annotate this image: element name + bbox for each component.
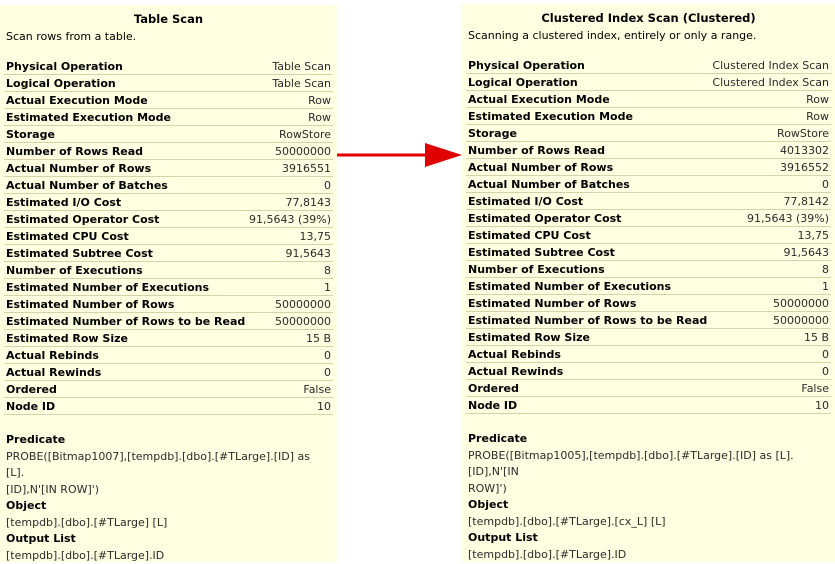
property-name: Actual Execution Mode <box>6 93 148 108</box>
table-scan-tooltip <box>0 5 337 562</box>
property-row <box>466 74 831 91</box>
property-value: Row <box>806 109 829 124</box>
property-name: Actual Rewinds <box>468 364 563 379</box>
predicate-label: Predicate <box>468 431 827 448</box>
property-row <box>4 245 333 262</box>
property-value: 0 <box>324 348 331 363</box>
property-value: 0 <box>324 365 331 380</box>
predicate-line-2: [ID],N'[IN ROW]') <box>6 482 329 499</box>
property-row <box>466 312 831 329</box>
property-row <box>4 279 333 296</box>
property-name: Estimated Operator Cost <box>468 211 621 226</box>
property-value: Row <box>308 93 331 108</box>
property-name: Estimated CPU Cost <box>468 228 591 243</box>
property-value: 1 <box>822 279 829 294</box>
predicate-line-1: PROBE([Bitmap1005],[tempdb].[dbo].[#TLarge].[ID] as [L].[ID],N'[IN <box>468 448 827 481</box>
property-row <box>4 211 333 228</box>
property-row <box>466 261 831 278</box>
property-name: Storage <box>468 126 517 141</box>
property-name: Actual Number of Batches <box>468 177 630 192</box>
property-value: Clustered Index Scan <box>712 75 829 90</box>
property-name: Estimated I/O Cost <box>6 195 121 210</box>
tooltip-description: Scanning a clustered index, entirely or only a range. <box>462 29 835 42</box>
property-value: 77,8143 <box>286 195 332 210</box>
property-name: Estimated Number of Rows <box>468 296 636 311</box>
property-row <box>4 398 333 415</box>
property-name: Estimated Row Size <box>6 331 128 346</box>
property-name: Node ID <box>468 398 517 413</box>
property-value: 10 <box>317 399 331 414</box>
property-row <box>4 143 333 160</box>
property-value: Clustered Index Scan <box>712 58 829 73</box>
tooltip-title: Clustered Index Scan (Clustered) <box>462 12 835 25</box>
property-row <box>4 262 333 279</box>
property-name: Actual Number of Rows <box>6 161 151 176</box>
property-name: Actual Rebinds <box>468 347 561 362</box>
property-row <box>466 91 831 108</box>
property-name: Number of Executions <box>468 262 605 277</box>
property-name: Estimated Subtree Cost <box>468 245 615 260</box>
property-row <box>466 210 831 227</box>
property-row <box>4 364 333 381</box>
property-row <box>466 397 831 414</box>
property-value: 50000000 <box>275 314 331 329</box>
property-name: Estimated Number of Rows to be Read <box>6 314 245 329</box>
object-label: Object <box>6 498 329 515</box>
property-name: Estimated Operator Cost <box>6 212 159 227</box>
property-value: 91,5643 (39%) <box>249 212 331 227</box>
property-row <box>466 363 831 380</box>
property-row <box>4 160 333 177</box>
property-name: Estimated I/O Cost <box>468 194 583 209</box>
property-row <box>4 109 333 126</box>
property-row <box>466 108 831 125</box>
property-value: 0 <box>324 178 331 193</box>
tooltip-description: Scan rows from a table. <box>0 30 337 43</box>
property-row <box>466 329 831 346</box>
property-value: 91,5643 (39%) <box>747 211 829 226</box>
property-row <box>4 58 333 75</box>
property-row <box>4 194 333 211</box>
property-name: Estimated Subtree Cost <box>6 246 153 261</box>
property-row <box>466 159 831 176</box>
property-name: Ordered <box>468 381 519 396</box>
property-value: Table Scan <box>272 59 331 74</box>
property-name: Actual Execution Mode <box>468 92 610 107</box>
property-row <box>4 92 333 109</box>
object-value: [tempdb].[dbo].[#TLarge].[cx_L] [L] <box>468 514 827 531</box>
property-name: Storage <box>6 127 55 142</box>
property-value: Row <box>308 110 331 125</box>
property-value: 50000000 <box>773 313 829 328</box>
property-value: 3916551 <box>282 161 331 176</box>
property-row <box>466 193 831 210</box>
property-name: Logical Operation <box>468 75 578 90</box>
output-list-value: [tempdb].[dbo].[#TLarge].ID <box>468 547 827 564</box>
property-row <box>466 295 831 312</box>
property-value: 13,75 <box>798 228 830 243</box>
property-name: Estimated Number of Executions <box>6 280 209 295</box>
property-name: Physical Operation <box>6 59 123 74</box>
tooltip-title: Table Scan <box>0 13 337 26</box>
property-row <box>466 346 831 363</box>
property-row <box>4 381 333 398</box>
property-value: 50000000 <box>275 144 331 159</box>
property-name: Number of Rows Read <box>468 143 605 158</box>
property-name: Actual Rebinds <box>6 348 99 363</box>
property-row <box>4 313 333 330</box>
property-value: False <box>303 382 331 397</box>
property-row <box>466 57 831 74</box>
property-name: Logical Operation <box>6 76 116 91</box>
property-value: 91,5643 <box>286 246 332 261</box>
output-list-value: [tempdb].[dbo].[#TLarge].ID <box>6 548 329 564</box>
property-value: 0 <box>822 347 829 362</box>
property-list <box>4 58 333 415</box>
property-name: Number of Executions <box>6 263 143 278</box>
predicate-line-2: ROW]') <box>468 481 827 498</box>
property-row <box>4 330 333 347</box>
property-value: RowStore <box>279 127 331 142</box>
property-name: Estimated Number of Rows <box>6 297 174 312</box>
property-row <box>4 126 333 143</box>
property-value: 50000000 <box>773 296 829 311</box>
details-section <box>462 431 835 563</box>
property-list <box>466 57 831 414</box>
property-value: 1 <box>324 280 331 295</box>
property-row <box>466 380 831 397</box>
property-row <box>466 244 831 261</box>
property-row <box>4 228 333 245</box>
property-name: Estimated CPU Cost <box>6 229 129 244</box>
property-name: Ordered <box>6 382 57 397</box>
property-value: 0 <box>822 177 829 192</box>
property-value: RowStore <box>777 126 829 141</box>
property-name: Number of Rows Read <box>6 144 143 159</box>
property-value: 15 B <box>306 331 331 346</box>
property-value: 8 <box>822 262 829 277</box>
property-name: Actual Rewinds <box>6 365 101 380</box>
property-value: 10 <box>815 398 829 413</box>
property-row <box>4 296 333 313</box>
property-row <box>4 347 333 364</box>
predicate-label: Predicate <box>6 432 329 449</box>
property-name: Estimated Row Size <box>468 330 590 345</box>
property-row <box>466 125 831 142</box>
property-value: Table Scan <box>272 76 331 91</box>
property-name: Node ID <box>6 399 55 414</box>
property-row <box>4 177 333 194</box>
property-value: 0 <box>822 364 829 379</box>
property-value: 15 B <box>804 330 829 345</box>
object-label: Object <box>468 497 827 514</box>
property-value: 77,8142 <box>784 194 830 209</box>
clustered-index-scan-tooltip <box>462 4 835 562</box>
property-value: False <box>801 381 829 396</box>
predicate-line-1: PROBE([Bitmap1007],[tempdb].[dbo].[#TLarge].[ID] as [L]. <box>6 449 329 482</box>
property-row <box>466 278 831 295</box>
property-value: 91,5643 <box>784 245 830 260</box>
property-row <box>4 75 333 92</box>
property-name: Actual Number of Batches <box>6 178 168 193</box>
property-value: 4013302 <box>780 143 829 158</box>
output-list-label: Output List <box>6 531 329 548</box>
property-row <box>466 142 831 159</box>
details-section <box>0 432 337 564</box>
property-value: 50000000 <box>275 297 331 312</box>
property-value: 3916552 <box>780 160 829 175</box>
property-name: Estimated Number of Rows to be Read <box>468 313 707 328</box>
property-name: Estimated Execution Mode <box>468 109 633 124</box>
property-value: 8 <box>324 263 331 278</box>
object-value: [tempdb].[dbo].[#TLarge] [L] <box>6 515 329 532</box>
property-name: Estimated Number of Executions <box>468 279 671 294</box>
property-name: Physical Operation <box>468 58 585 73</box>
property-value: 13,75 <box>300 229 332 244</box>
property-name: Actual Number of Rows <box>468 160 613 175</box>
property-row <box>466 176 831 193</box>
output-list-label: Output List <box>468 530 827 547</box>
property-name: Estimated Execution Mode <box>6 110 171 125</box>
property-row <box>466 227 831 244</box>
right-arrow-icon <box>337 140 462 170</box>
property-value: Row <box>806 92 829 107</box>
